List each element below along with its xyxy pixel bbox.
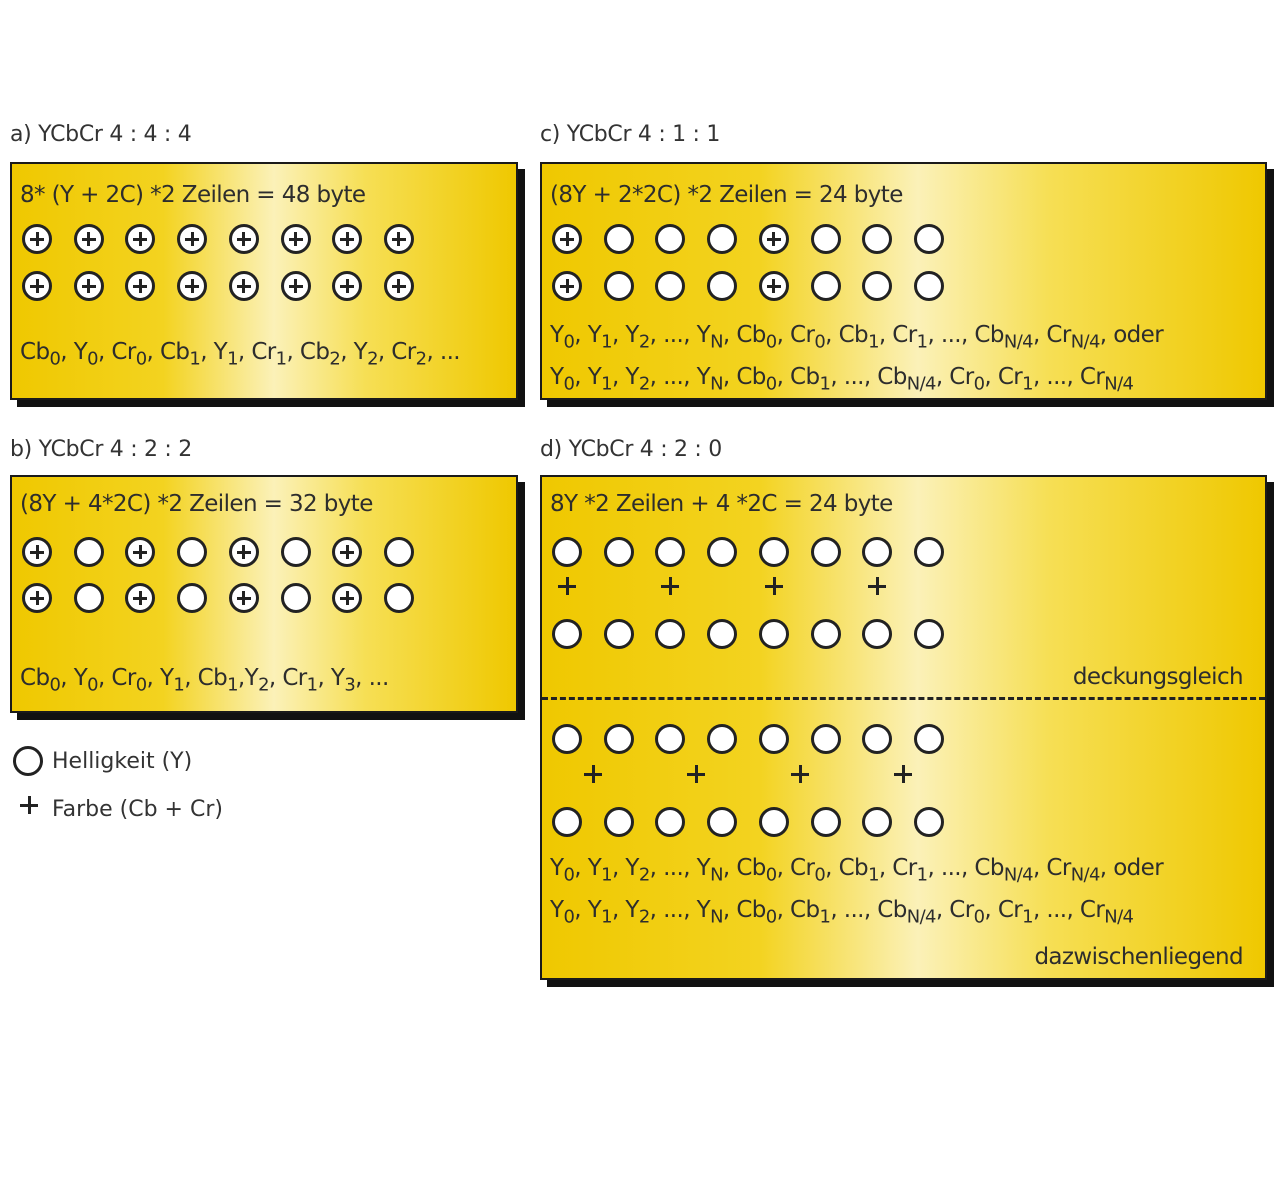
luma-chroma-sample-icon (177, 271, 207, 301)
legend-luma-label: Helligkeit (Y) (52, 749, 193, 774)
panel-d-byte-sequence-1: $Y_0$, $Y_1$, $Y_2$, ..., $Y_N$, $Cb_0$, $Cr_0$, $Cb_1$, $Cr_1$, ..., $Cb_{N/4}$, $Cr_{N/4}$, oder (550, 855, 1164, 886)
luma-sample-icon (862, 224, 892, 254)
luma-chroma-sample-icon (759, 224, 789, 254)
luma-sample-icon (604, 537, 634, 567)
luma-sample-icon (914, 224, 944, 254)
luma-chroma-sample-icon (22, 271, 52, 301)
luma-sample-icon (604, 619, 634, 649)
luma-sample-icon (759, 619, 789, 649)
luma-sample-icon (707, 224, 737, 254)
panel-c-formula: (8Y + 2*2C) *2 Zeilen = 24 byte (550, 182, 903, 208)
luma-chroma-sample-icon (332, 537, 362, 567)
panel-c-411 (540, 162, 1267, 400)
luma-sample-icon (914, 807, 944, 837)
luma-chroma-sample-icon (177, 224, 207, 254)
chroma-sample-icon (687, 765, 705, 783)
luma-chroma-sample-icon (384, 271, 414, 301)
luma-sample-icon (604, 807, 634, 837)
chroma-sample-icon (868, 577, 886, 595)
luma-sample-icon (759, 724, 789, 754)
luma-sample-icon (707, 724, 737, 754)
luma-chroma-sample-icon (229, 271, 259, 301)
luma-chroma-sample-icon (281, 224, 311, 254)
panel-d-label-interstitial: dazwischenliegend (1034, 944, 1243, 970)
luma-sample-icon (862, 619, 892, 649)
luma-chroma-sample-icon (22, 224, 52, 254)
luma-sample-icon (604, 224, 634, 254)
luma-sample-icon (811, 807, 841, 837)
legend-chroma-label: Farbe (Cb + Cr) (52, 797, 223, 822)
luma-chroma-sample-icon (552, 271, 582, 301)
panel-a-byte-sequence: $Cb_0$, $Y_0$, $Cr_0$, $Cb_1$, $Y_1$, $Cr_1$, $Cb_2$, $Y_2$, $Cr_2$, ... (20, 339, 460, 370)
luma-sample-icon (707, 537, 737, 567)
luma-chroma-sample-icon (125, 224, 155, 254)
chroma-sample-icon (765, 577, 783, 595)
legend-luma-circle-icon (13, 746, 43, 776)
luma-sample-icon (707, 271, 737, 301)
chroma-sample-icon (661, 577, 679, 595)
chroma-sample-icon (791, 765, 809, 783)
luma-chroma-sample-icon (22, 583, 52, 613)
luma-sample-icon (811, 224, 841, 254)
luma-sample-icon (384, 537, 414, 567)
panel-c-byte-sequence-2: $Y_0$, $Y_1$, $Y_2$, ..., $Y_N$, $Cb_0$, $Cb_1$, ..., $Cb_{N/4}$, $Cr_0$, $Cr_1$, ..., $Cr_{N/4}$ (550, 364, 1134, 395)
panel-d-420 (540, 475, 1267, 980)
luma-sample-icon (177, 583, 207, 613)
panel-b-422 (10, 475, 518, 713)
luma-sample-icon (655, 807, 685, 837)
panel-b-byte-sequence: $Cb_0$, $Y_0$, $Cr_0$, $Y_1$, $Cb_1,Y_2$, $Cr_1$, $Y_3$, ... (20, 665, 389, 696)
panel-a-formula: 8* (Y + 2C) *2 Zeilen = 48 byte (20, 182, 366, 208)
luma-sample-icon (862, 807, 892, 837)
luma-sample-icon (759, 537, 789, 567)
luma-chroma-sample-icon (332, 271, 362, 301)
legend-chroma-plus-icon (20, 796, 38, 814)
luma-sample-icon (281, 583, 311, 613)
luma-sample-icon (655, 724, 685, 754)
luma-chroma-sample-icon (74, 271, 104, 301)
luma-sample-icon (74, 537, 104, 567)
luma-sample-icon (707, 807, 737, 837)
luma-sample-icon (74, 583, 104, 613)
luma-sample-icon (707, 619, 737, 649)
panel-d-formula: 8Y *2 Zeilen + 4 *2C = 24 byte (550, 491, 893, 517)
luma-chroma-sample-icon (281, 271, 311, 301)
luma-sample-icon (552, 619, 582, 649)
luma-sample-icon (384, 583, 414, 613)
luma-sample-icon (655, 271, 685, 301)
luma-chroma-sample-icon (332, 224, 362, 254)
luma-chroma-sample-icon (552, 224, 582, 254)
luma-sample-icon (655, 537, 685, 567)
luma-sample-icon (862, 537, 892, 567)
luma-chroma-sample-icon (229, 583, 259, 613)
luma-sample-icon (177, 537, 207, 567)
panel-d-title: d) YCbCr 4 : 2 : 0 (540, 437, 722, 462)
panel-c-byte-sequence-1: $Y_0$, $Y_1$, $Y_2$, ..., $Y_N$, $Cb_0$, $Cr_0$, $Cb_1$, $Cr_1$, ..., $Cb_{N/4}$, $Cr_{N/4}$, oder (550, 322, 1164, 353)
luma-chroma-sample-icon (125, 271, 155, 301)
luma-sample-icon (914, 271, 944, 301)
luma-sample-icon (811, 619, 841, 649)
panel-a-444 (10, 162, 518, 400)
panel-b-title: b) YCbCr 4 : 2 : 2 (10, 437, 192, 462)
luma-sample-icon (552, 724, 582, 754)
luma-chroma-sample-icon (384, 224, 414, 254)
luma-chroma-sample-icon (74, 224, 104, 254)
panel-c-title: c) YCbCr 4 : 1 : 1 (540, 122, 721, 147)
panel-a-title: a) YCbCr 4 : 4 : 4 (10, 122, 192, 147)
chroma-sample-icon (584, 765, 602, 783)
panel-b-formula: (8Y + 4*2C) *2 Zeilen = 32 byte (20, 491, 373, 517)
luma-chroma-sample-icon (229, 537, 259, 567)
luma-sample-icon (604, 271, 634, 301)
luma-chroma-sample-icon (759, 271, 789, 301)
luma-chroma-sample-icon (125, 537, 155, 567)
luma-sample-icon (862, 271, 892, 301)
luma-sample-icon (604, 724, 634, 754)
luma-sample-icon (655, 619, 685, 649)
luma-sample-icon (655, 224, 685, 254)
chroma-sample-icon (894, 765, 912, 783)
luma-chroma-sample-icon (22, 537, 52, 567)
luma-sample-icon (552, 537, 582, 567)
luma-sample-icon (862, 724, 892, 754)
luma-sample-icon (759, 807, 789, 837)
luma-chroma-sample-icon (332, 583, 362, 613)
chroma-sample-icon (558, 577, 576, 595)
luma-sample-icon (552, 807, 582, 837)
luma-chroma-sample-icon (125, 583, 155, 613)
luma-sample-icon (281, 537, 311, 567)
luma-sample-icon (811, 537, 841, 567)
luma-sample-icon (914, 537, 944, 567)
luma-chroma-sample-icon (229, 224, 259, 254)
panel-d-divider (542, 697, 1265, 700)
panel-d-byte-sequence-2: $Y_0$, $Y_1$, $Y_2$, ..., $Y_N$, $Cb_0$, $Cb_1$, ..., $Cb_{N/4}$, $Cr_0$, $Cr_1$, ..., $Cr_{N/4}$ (550, 897, 1134, 928)
luma-sample-icon (811, 271, 841, 301)
luma-sample-icon (914, 724, 944, 754)
luma-sample-icon (914, 619, 944, 649)
luma-sample-icon (811, 724, 841, 754)
panel-d-label-cosited: deckungsgleich (1072, 664, 1243, 690)
